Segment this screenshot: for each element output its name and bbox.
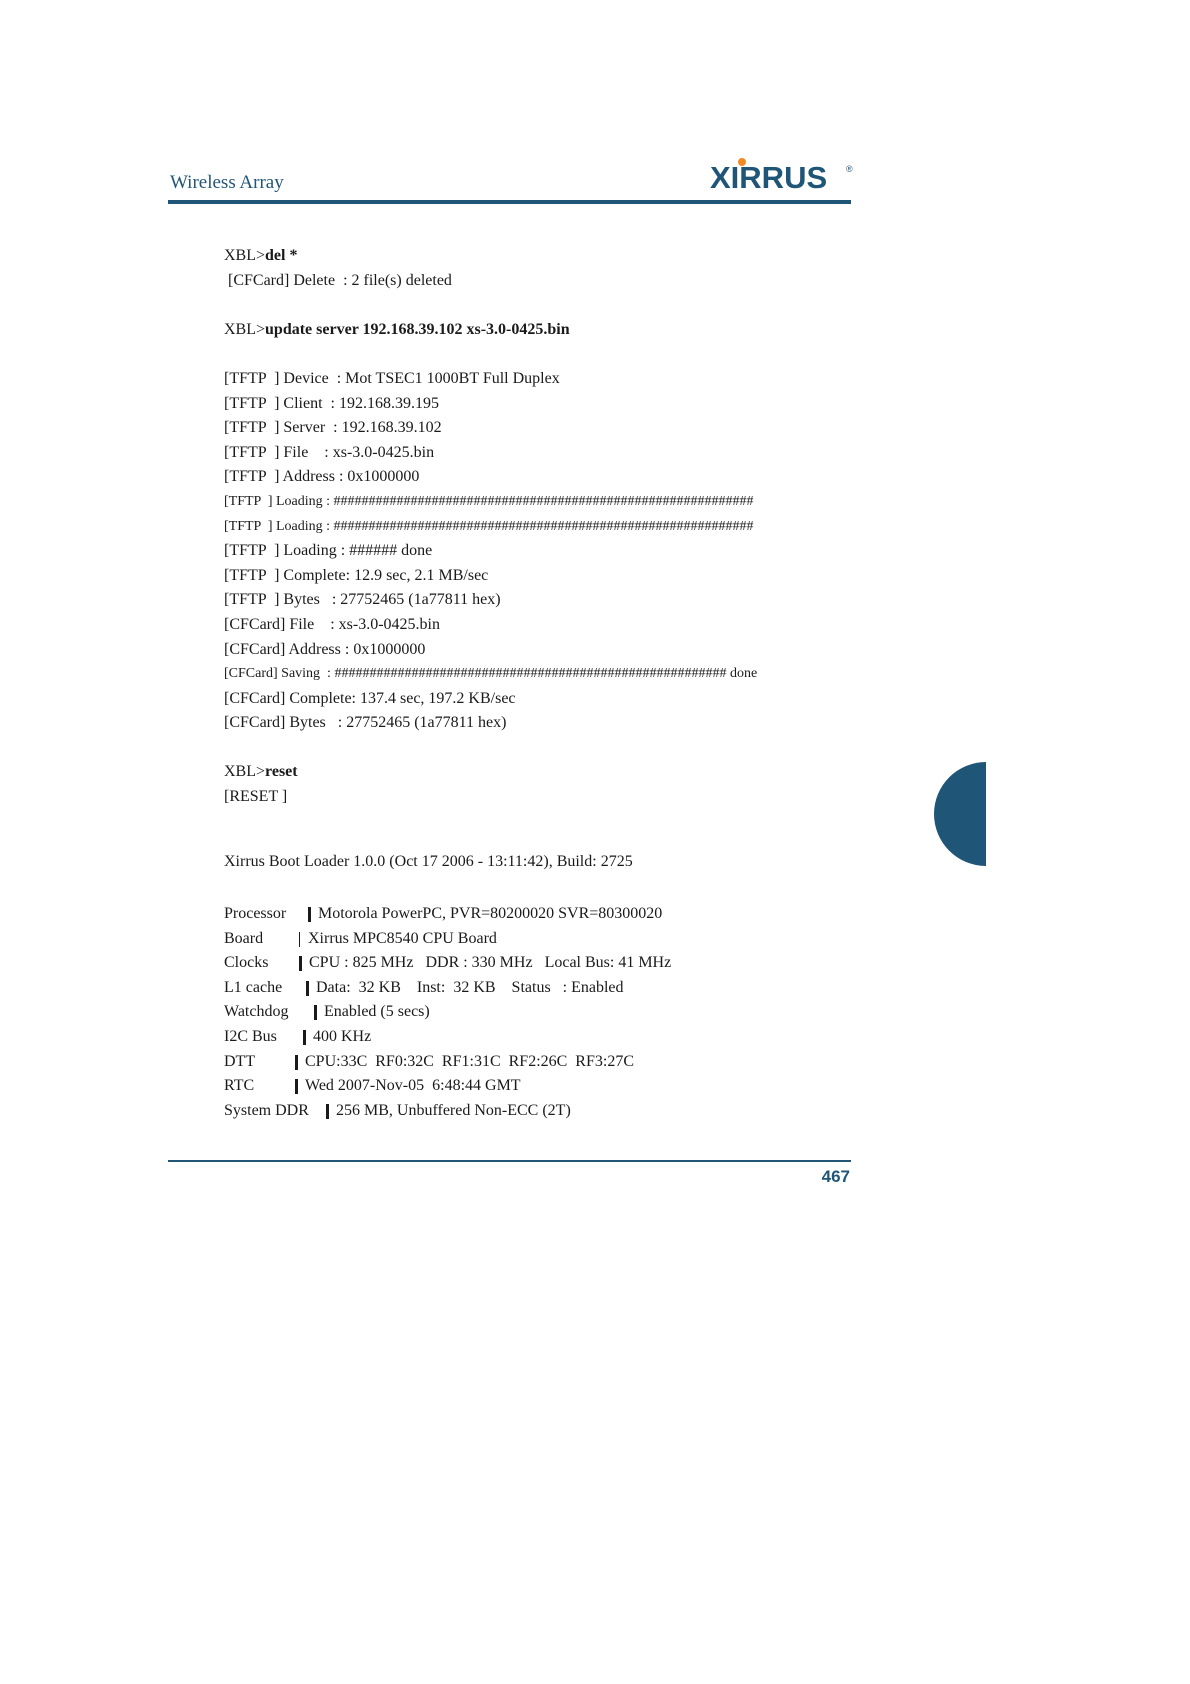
spec-row — [224, 1099, 571, 1124]
console-line: [TFTP ] Loading : ###### done — [224, 542, 433, 560]
console-line: [TFTP ] Address : 0x1000000 — [224, 468, 420, 486]
command: reset — [265, 763, 298, 781]
command: update server 192.168.39.102 xs-3.0-0425.bin — [265, 320, 570, 338]
spec-row — [224, 951, 672, 976]
spec-row — [224, 927, 497, 952]
console-line: [TFTP ] File : xs-3.0-0425.bin — [224, 443, 435, 461]
spec-value: Enabled (5 secs) — [324, 1003, 430, 1021]
spec-value: Xirrus MPC8540 CPU Board — [308, 929, 497, 947]
console-line: [TFTP ] Client : 192.168.39.195 — [224, 394, 439, 412]
header-rule — [168, 200, 851, 204]
spec-row — [224, 976, 624, 1001]
console-output — [224, 244, 844, 810]
spec-label: I2C Bus — [224, 1027, 277, 1045]
spec-value: Wed 2007-Nov-05 6:48:44 GMT — [305, 1077, 521, 1095]
spec-row — [224, 1050, 634, 1075]
chapter-tab — [934, 762, 986, 866]
spec-value: CPU : 825 MHz DDR : 330 MHz Local Bus: 41 MHz — [309, 954, 672, 972]
console-line: [CFCard] Complete: 137.4 sec, 197.2 KB/sec — [224, 689, 516, 707]
command: del * — [265, 247, 298, 264]
spec-label: L1 cache — [224, 978, 283, 996]
spec-label: Board — [224, 929, 264, 947]
console-line: [CFCard] Saving : ######################################################## done — [224, 666, 758, 682]
footer-rule — [168, 1160, 851, 1162]
spec-value: CPU:33C RF0:32C RF1:31C RF2:26C RF3:27C — [305, 1052, 634, 1070]
spec-label: Clocks — [224, 954, 269, 972]
hardware-specs — [224, 902, 672, 1123]
boot-banner: Xirrus Boot Loader 1.0.0 (Oct 17 2006 - 13:11:42), Build: 2725 — [224, 853, 633, 870]
console-line — [224, 760, 844, 785]
console-line: [TFTP ] Server : 192.168.39.102 — [224, 419, 442, 437]
console-line — [224, 244, 844, 269]
prompt: XBL> — [224, 247, 266, 264]
spec-label: Watchdog — [224, 1003, 289, 1021]
spec-row — [224, 902, 663, 927]
console-line: [RESET ] — [224, 788, 288, 806]
prompt: XBL> — [224, 320, 266, 338]
spec-value: Motorola PowerPC, PVR=80200020 SVR=80300020 — [318, 905, 663, 922]
spec-label: DTT — [224, 1052, 256, 1070]
page-number: 467 — [821, 1167, 850, 1186]
logo-trademark: ® — [846, 164, 853, 174]
console-line: [TFTP ] Complete: 12.9 sec, 2.1 MB/sec — [224, 566, 489, 584]
spec-value: 256 MB, Unbuffered Non-ECC (2T) — [336, 1101, 571, 1119]
spec-label: System DDR — [224, 1101, 309, 1119]
xirrus-logo: XIRRUS — [710, 160, 828, 195]
running-header-title: Wireless Array — [170, 172, 284, 193]
console-line: [TFTP ] Bytes : 27752465 (1a77811 hex) — [224, 591, 501, 609]
console-line: [TFTP ] Device : Mot TSEC1 1000BT Full Duplex — [224, 369, 560, 387]
console-line: [CFCard] Address : 0x1000000 — [224, 640, 426, 658]
spec-label: Processor — [224, 905, 287, 922]
spec-label: RTC — [224, 1077, 255, 1095]
console-line: [CFCard] Bytes : 27752465 (1a77811 hex) — [224, 714, 507, 732]
spec-row — [224, 1000, 430, 1025]
console-line — [224, 318, 844, 343]
spec-row — [224, 1025, 372, 1050]
spec-value: 400 KHz — [313, 1027, 372, 1045]
console-line: [TFTP ] Loading : ############################################################ — [224, 493, 754, 509]
spec-row — [224, 1074, 521, 1099]
prompt: XBL> — [224, 763, 266, 781]
console-line: [CFCard] Delete : 2 file(s) deleted — [224, 271, 452, 289]
console-line: [TFTP ] Loading : ############################################################ — [224, 518, 754, 534]
console-line: [CFCard] File : xs-3.0-0425.bin — [224, 615, 440, 633]
spec-value: Data: 32 KB Inst: 32 KB Status : Enabled — [316, 978, 624, 996]
